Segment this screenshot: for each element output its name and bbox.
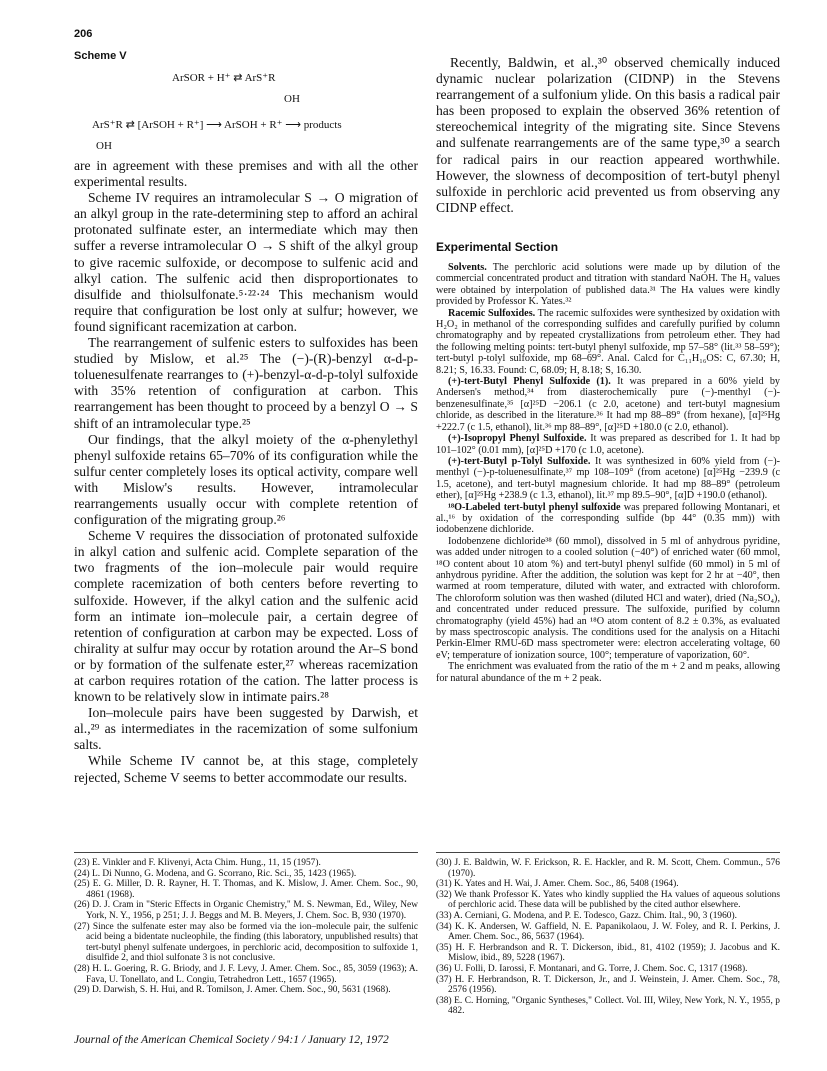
experimental-paragraph <box>436 456 780 502</box>
reference-item: (31) K. Yates and H. Wai, J. Amer. Chem. Soc., 86, 5408 (1964). <box>436 879 679 890</box>
left-column-body <box>74 158 418 786</box>
paragraph-text: The racemic sulfoxides were synthesized by oxidation with H₂O₂ in methanol of the corresponding sulfides and carefully purified by column chromatography and by repeated crystallizations from petroleum ether. They had the following melting points: tert-butyl phenyl sulfoxide, mp 57–58° (lit.³³ 58–59°); tert-butyl p-tolyl sulfoxide, mp 68–69°. Anal. Calcd for C₁₁H₁₆OS: C, 67.30; H, 8.21; S, 16.33. Found: C, 68.09; H, 8.18; S, 16.30. <box>436 307 780 376</box>
paragraph-text: was prepared following Montanari, et al.,¹⁶ by oxidation of the corresponding sulfide (bp 44° (0.35 mm)) with iodobenzene dichloride. <box>436 501 781 536</box>
paragraph: Our findings, that the alkyl moiety of the α-phenylethyl phenyl sulfoxide retains 65–70% of its configuration while the sulfur center completely loses its optical activity, compare well with Mislow's results. However, intramolecular rearrangements usually occur with complete retention of configuration of the migrating group.²⁶ <box>74 431 418 528</box>
right-column-intro <box>436 55 780 216</box>
paragraph: Scheme V requires the dissociation of protonated sulfoxide in alkyl cation and sulfenic acid. Complete separation of the two fragments of the ion–molecule pair would require complete racemization of both centers before reverting to sulfoxide. However, if the alkyl cation and the sulfenic acid form an intimate ion–molecule pair, a certain degree of retention of configuration at carbon may be expected. Loss of chirality at sulfur may occur by rotation around the Ar–S bond or by formation of the sulfenate ester,²⁷ whereas racemization at carbon requires rotation of the cation. The latter process is known to be relatively slow in intimate pairs.²⁸ <box>74 528 418 705</box>
experimental-paragraph <box>436 661 780 684</box>
runin-heading: ¹⁸O-Labeled tert-butyl phenyl sulfoxide <box>448 501 621 513</box>
paragraph: Recently, Baldwin, et al.,³⁰ observed chemically induced dynamic nuclear polarization (CIDNP) in the Stevens rearrangement of a sulfonium ylide. On this basis a radical pair has been proposed to explain the observed 36% retention of stereochemical integrity of the migrating site. Since Stevens and sulfenate rearrangements are of the same type,³⁰ a search for radical pairs in our reaction appeared worthwhile. However, the slowness of decomposition of tert-butyl phenyl sulfoxide in perchloric acid prevented us from observing any CIDNP effect. <box>436 55 780 215</box>
footnote-divider-right <box>436 852 780 853</box>
paragraph-text: It was synthesized in 60% yield from (−)-menthyl (−)-p-toluenesulfinate,³⁷ mp 108–109° (from acetone) [α]²⁵Hg −239.9 (c 1.5, acetone), and tert-butyl magnesium chloride. It had mp 88–89° (petroleum ether), [α]²⁵Hg +238.9 (c 1.3, ethanol), lit.³⁷ mp 89.5–90°, [α]D +190.0 (ethanol). <box>436 455 780 502</box>
reference-item: (32) We thank Professor K. Yates who kindly supplied the Hᴀ values of aqueous solutions of perchloric acid. These data will be published by the cited author elsewhere. <box>436 889 780 911</box>
reference-item: (35) H. F. Herbrandson and R. T. Dickerson, ibid., 81, 4102 (1959); J. Jacobus and K. Mislow, ibid., 89, 5228 (1967). <box>436 942 780 964</box>
reference-item: (28) H. L. Goering, R. G. Briody, and J. F. Levy, J. Amer. Chem. Soc., 85, 3059 (1963); A. Fava, U. Tonellato, and L. Congiu, Tetrahedron Lett., 1657 (1965). <box>74 963 418 985</box>
reference-item: (29) D. Darwish, S. H. Hui, and R. Tomilson, J. Amer. Chem. Soc., 90, 5631 (1968). <box>74 985 391 996</box>
reference-item: (36) U. Folli, D. Iarossi, F. Montanari, and G. Torre, J. Chem. Soc. C, 1317 (1968). <box>436 963 748 974</box>
experimental-paragraph <box>436 308 780 376</box>
paragraph-text: The perchloric acid solutions were made up by dilution of the commercial concentrated product and titration with standard NaOH. The H₀ values were obtained by interpolation of published data.³¹ The Hᴀ values were kindly provided by Professor K. Yates.³² <box>436 262 780 308</box>
reference-item: (27) Since the sulfenate ester may also be formed via the ion–molecule pair, the sulfenic acid being a bidentate nucleophile, the finding (this laboratory, unpublished results) that tert-butyl phenyl sulfenate undergoes, in perchloric acid, decomposition to sulfoxide 1, disulfide 2, and thiol sulfonate 3 is not conclusive. <box>74 921 418 964</box>
experimental-paragraph <box>436 376 780 433</box>
reference-item: (34) K. K. Andersen, W. Gaffield, N. E. Papanikolaou, J. W. Foley, and R. I. Perkins, J. Amer. Chem. Soc., 86, 5637 (1964). <box>436 921 780 943</box>
paragraph: While Scheme IV cannot be, at this stage, completely rejected, Scheme V seems to better accommodate our results. <box>74 753 418 785</box>
reference-item: (25) E. G. Miller, D. R. Rayner, H. T. Thomas, and K. Mislow, J. Amer. Chem. Soc., 90, 4861 (1968). <box>74 879 418 900</box>
page-number: 206 <box>74 28 93 40</box>
runin-heading: (+)-tert-Butyl p-Tolyl Sulfoxide. <box>448 455 591 467</box>
experimental-paragraph <box>436 536 780 661</box>
experimental-paragraph <box>436 262 780 308</box>
paragraph-text: It was prepared in a 60% yield by Andersen's method,³⁴ from diasterochemically pure (−)-menthyl (−)-benzenesulfinate,³⁵ [α]²⁵D −206.1 (c 2.0, acetone) and tert-butyl magnesium chloride, as described in the literature.³⁶ It had mp 88–89° (from hexane), [α]²⁵Hg +222.7 (c 1.5, ethanol), lit.³⁶ mp 88–89°, [α]²⁵D +180.0 (c 2.0, ethanol). <box>436 376 781 433</box>
runin-heading: Racemic Sulfoxides. <box>448 307 536 319</box>
scheme-equation-1-oh: OH <box>284 93 300 105</box>
section-heading: Experimental Section <box>436 240 559 254</box>
reference-item: (33) A. Cerniani, G. Modena, and P. E. Todesco, Gazz. Chim. Ital., 90, 3 (1960). <box>436 910 737 921</box>
paragraph: are in agreement with these premises and with all the other experimental results. <box>74 158 418 190</box>
scheme-equation-1: ArSOR + H⁺ ⇄ ArS⁺R <box>172 72 276 84</box>
runin-heading: (+)-Isopropyl Phenyl Sulfoxide. <box>448 433 587 445</box>
paragraph-text: Iodobenzene dichloride³⁸ (60 mmol), dissolved in 5 ml of anhydrous pyridine, was added under nitrogen to a cooled solution (−40°) of enriched water (60 mmol, ¹⁸O content about 10 atom %) and tert-butyl phenyl sulfide (60 mmol) in 5 ml of anhydrous pyridine. After the addition, the solution was kept for 2 hr at −40°, then warmed at room temperature, diluted with water, and extracted with chloroform. The chloroform solution was then washed (diluted HCl and water), dried (Na₂SO₄), and concentrated under reduced pressure. The sulfoxide, purified by column chromatography (yield 45%) had an ¹⁸O atom content of 8.2 ± 0.3%, as evaluated by mass spectroscopic analysis. The conditions used for the analysis on a Hitachi Perkin-Elmer RMU-6D mass spectrometer were: electron accelerating voltage, 60 eV; temperature of ionization source, 100°; temperature of vaporization, 60°. <box>436 535 780 661</box>
experimental-paragraph <box>436 502 780 536</box>
footnote-divider-left <box>74 852 418 853</box>
journal-footer: Journal of the American Chemical Society / 94:1 / January 12, 1972 <box>74 1034 389 1046</box>
scheme-title: Scheme V <box>74 50 127 62</box>
runin-heading: Solvents. <box>448 262 487 273</box>
scheme-equation-2-oh: OH <box>96 140 112 152</box>
scheme-equation-2: ArS⁺R ⇄ [ArSOH + R⁺] ⟶ ArSOH + R⁺ ⟶ products <box>92 119 342 131</box>
runin-heading: (+)-tert-Butyl Phenyl Sulfoxide (1). <box>448 376 611 388</box>
reference-item: (37) H. F. Herbrandson, R. T. Dickerson, Jr., and J. Weinstein, J. Amer. Chem. Soc., 78, 2576 (1956). <box>436 974 780 996</box>
reference-item: (23) E. Vinkler and F. Klivenyi, Acta Chim. Hung., 11, 15 (1957). <box>74 858 321 868</box>
experimental-body <box>436 262 780 684</box>
references-right <box>436 858 780 1017</box>
paragraph: The rearrangement of sulfenic esters to sulfoxides has been studied by Mislow, et al.²⁵ The (−)-(R)-benzyl α-d-p-toluenesulfenate rearranges to (+)-benzyl-α-d-p-tolyl sulfoxide with 35% retention of configuration at carbon. This rearrangement has been thought to proceed by a benzyl O → S shift of an intramolecular type.²⁵ <box>74 335 418 431</box>
paragraph: Scheme IV requires an intramolecular S → O migration of an alkyl group in the rate-determining step to afford an achiral protonated sulfinate ester, an intermediate which may then suffer a reverse intramolecular O → S shift of the alkyl group to give racemic sulfoxide, or decompose to sulfenic acid and alkyl cation. The sulfenic acid then disproportionates to disulfide and thiolsulfonate.⁵·²²·²⁴ This mechanism would require that configuration be lost only at sulfur; however, we found significant racemization at carbon. <box>74 190 418 334</box>
paragraph: Ion–molecule pairs have been suggested by Darwish, et al.,²⁹ as intermediates in the racemization of some sulfonium salts. <box>74 705 418 753</box>
references-left <box>74 858 418 996</box>
paragraph-text: It was prepared as described for 1. It had bp 101–102° (0.01 mm), [α]²⁵D +170 (c 1.0, acetone). <box>436 433 781 456</box>
reference-item: (30) J. E. Baldwin, W. F. Erickson, R. E. Hackler, and R. M. Scott, Chem. Commun., 576 (1970). <box>436 858 780 879</box>
reference-item: (38) E. C. Horning, "Organic Syntheses," Collect. Vol. III, Wiley, New York, N. Y., 1955, p 482. <box>436 995 780 1017</box>
reference-item: (24) L. Di Nunno, G. Modena, and G. Scorrano, Ric. Sci., 35, 1423 (1965). <box>74 868 357 879</box>
experimental-paragraph <box>436 433 780 456</box>
reference-item: (26) D. J. Cram in "Steric Effects in Organic Chemistry," M. S. Newman, Ed., Wiley, New York, N. Y., 1956, p 251; J. J. Beggs and M. B. Meyers, J. Chem. Soc. B, 930 (1970). <box>74 900 418 921</box>
paragraph-text: The enrichment was evaluated from the ratio of the m + 2 and m peaks, allowing for natural abundance of the m + 2 peak. <box>436 661 780 684</box>
